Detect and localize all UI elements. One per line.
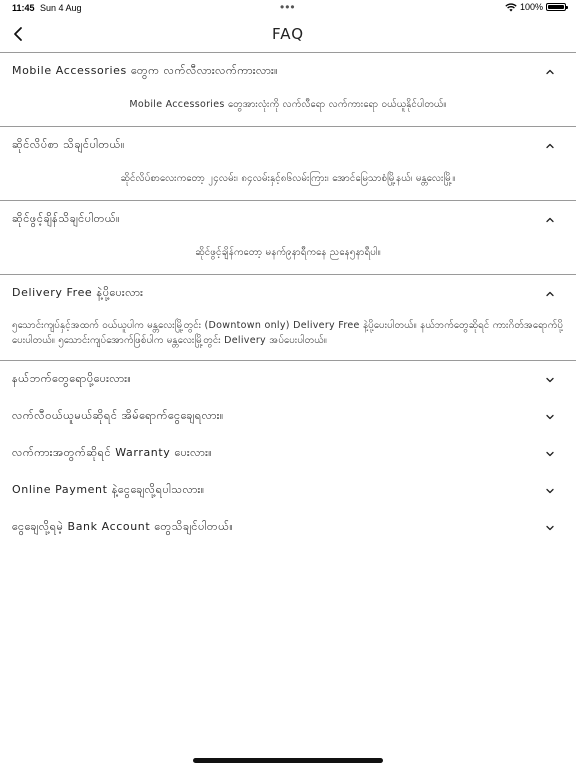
status-date: Sun 4 Aug [40, 3, 82, 13]
navigation-bar [0, 16, 576, 53]
faq-header[interactable] [0, 201, 576, 238]
faq-item [0, 435, 576, 472]
faq-header[interactable] [0, 275, 576, 312]
faq-header[interactable] [0, 435, 576, 472]
faq-answer: ၅သောင်းကျပ်နှင့်အထက် ဝယ်ယူပါက မန္တလေးမြို့တွင်း (Downtown only) Delivery Free နဲ့ပို့ပေးပါတယ်။ နယ်ဘက်တွေဆိုရင် ကားဂိတ်အရောက်ပို့ပေးပါတယ်။ ၅သောင်းကျပ်အောက်ဖြစ်ပါက မန္တလေးမြို့တွင်း Delivery အပ်ပေးပါတယ်။ [12, 320, 564, 346]
chevron-down-icon [544, 522, 556, 534]
faq-question: Mobile Accessories တွေက လက်လီလားလက်ကားလား။ [12, 64, 279, 77]
faq-question: Delivery Free နဲ့ပို့ပေးလား [12, 286, 144, 299]
faq-item [0, 201, 576, 275]
faq-header[interactable] [0, 53, 576, 90]
status-bar [0, 0, 576, 16]
faq-question: နယ်ဘက်တွေရောပို့ပေးလား။ [12, 372, 132, 385]
chevron-up-icon [544, 140, 556, 152]
chevron-down-icon [544, 374, 556, 386]
chevron-down-icon [544, 411, 556, 423]
faq-list [0, 53, 576, 546]
faq-item [0, 53, 576, 127]
faq-header[interactable] [0, 509, 576, 546]
faq-answer: ဆိုင်လိပ်စာလေးကတော့ ၂၄လမ်း၊ ၈၄လမ်းနှင့်၈၆လမ်းကြား၊ အောင်မြေသာစံမြို့နယ်၊ မန္တလေးမြို့။ [120, 173, 456, 184]
faq-item [0, 361, 576, 398]
faq-question: လက်ကားအတွက်ဆိုရင် Warranty ပေးလား။ [12, 446, 213, 459]
faq-answer: Mobile Accessories တွေအားလုံးကို လက်လီရော လက်ကားရော ဝယ်ယူနိုင်ပါတယ်။ [129, 99, 447, 110]
faq-question: Online Payment နဲ့ငွေချေလို့ရပါသလား။ [12, 483, 205, 496]
battery-icon [546, 3, 566, 11]
faq-item [0, 509, 576, 546]
chevron-down-icon [544, 448, 556, 460]
faq-header[interactable] [0, 472, 576, 509]
faq-item [0, 472, 576, 509]
home-indicator[interactable] [193, 758, 383, 763]
faq-item [0, 127, 576, 201]
battery-percent: 100% [519, 2, 543, 12]
status-right [505, 2, 566, 12]
faq-question: ဆိုင်လိပ်စာ သိချင်ပါတယ်။ [12, 138, 125, 151]
faq-item [0, 275, 576, 361]
faq-header[interactable] [0, 361, 576, 398]
chevron-up-icon [544, 288, 556, 300]
chevron-down-icon [544, 485, 556, 497]
multitasking-dots-icon[interactable]: ••• [280, 0, 296, 14]
faq-question: လက်လီဝယ်ယူမယ်ဆိုရင် အိမ်ရောက်ငွေချေရလား။ [12, 409, 224, 422]
page-title: FAQ [271, 25, 305, 43]
faq-header[interactable] [0, 398, 576, 435]
chevron-up-icon [544, 214, 556, 226]
faq-item [0, 398, 576, 435]
faq-question: ငွေချေလို့ရမဲ့ Bank Account တွေသိချင်ပါတယ်။ [12, 520, 234, 533]
faq-answer: ဆိုင်ဖွင့်ချိန်ကတော့ မနက်၉နာရီကနေ ညနေ၅နာရီပါ။ [195, 247, 381, 258]
wifi-icon [505, 3, 517, 12]
faq-question: ဆိုင်ဖွင့်ချိန်သိချင်ပါတယ်။ [12, 212, 121, 225]
chevron-up-icon [544, 66, 556, 78]
faq-header[interactable] [0, 127, 576, 164]
status-time: 11:45 [12, 3, 35, 13]
